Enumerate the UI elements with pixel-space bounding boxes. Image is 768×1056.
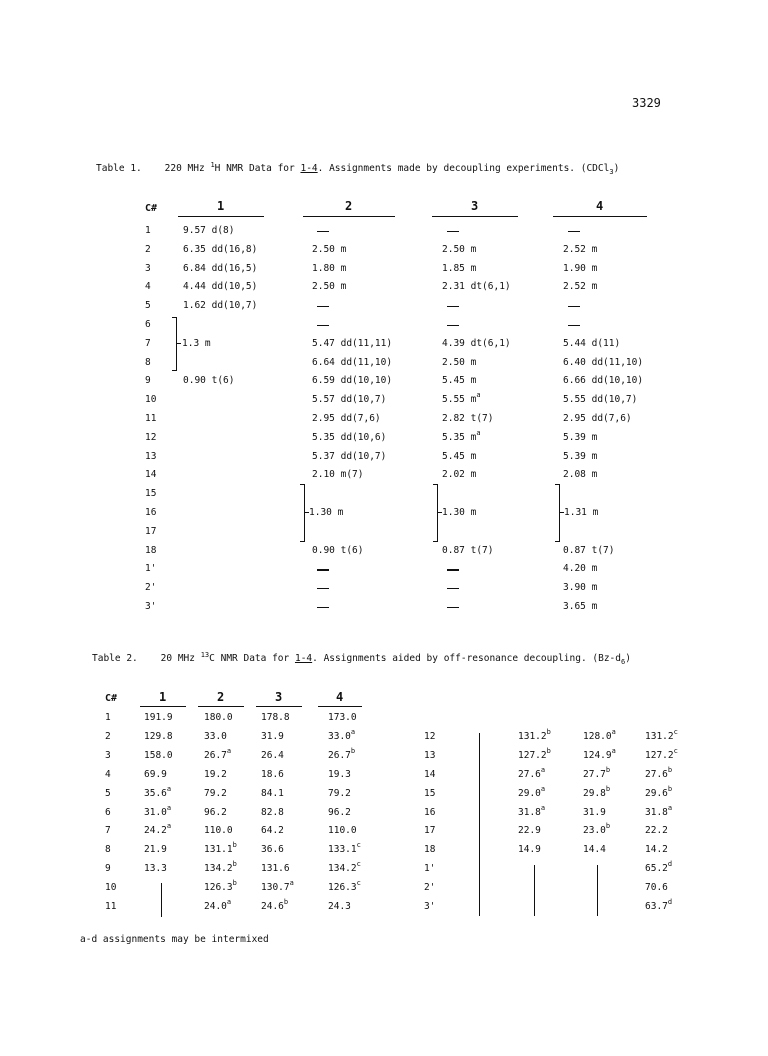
- table1-cell-bracket-col1: 1.3 m: [182, 337, 211, 349]
- table2-sup: d: [667, 860, 673, 869]
- table1-cell: 5.57 dd(10,7): [312, 394, 387, 406]
- table1-cell: 6.64 dd(11,10): [312, 356, 393, 368]
- table2-cell: 31.8$^a$: [518, 803, 546, 818]
- table1-row-label: 1: [145, 225, 151, 236]
- table2-cell: 18.6: [261, 768, 284, 780]
- table2-cell: 110.0: [204, 825, 233, 837]
- table1-cell: 2.95 dd(7,6): [312, 413, 381, 424]
- table2-row-label: 14: [424, 768, 436, 780]
- table2-row-label: 15: [424, 787, 436, 799]
- table1-header-rule-2: [303, 216, 395, 217]
- table2-cell: 36.6: [261, 844, 284, 856]
- table2-cell: 131.6: [261, 863, 290, 875]
- table2-cell: 64.2: [261, 825, 284, 837]
- table2-cell: 22.2: [645, 825, 668, 837]
- table2-sup: a: [611, 746, 616, 755]
- table2-cell: 130.7$^a$: [261, 879, 294, 894]
- table2-cell: 134.2$^b$: [204, 860, 237, 875]
- table2-cell: 22.9: [518, 825, 541, 837]
- table1-caption-freq: 220 MHz: [164, 163, 205, 175]
- table2-row-label: 9: [105, 863, 111, 875]
- table2-sup: a: [611, 727, 616, 736]
- table2-sup: b: [232, 860, 237, 869]
- table2-cell: 31.8$^a$: [645, 803, 673, 818]
- table1-cell-bracket-col3: 1.30 m: [442, 507, 477, 518]
- table1-row-label: 7: [145, 337, 151, 349]
- table2-cell: 129.8: [144, 730, 173, 742]
- table1-row-label: 17: [145, 525, 157, 537]
- table2-row-label: 18: [424, 844, 436, 856]
- table2-cell: 126.3$^b$: [204, 879, 237, 894]
- table1-cell: 2.08 m: [563, 469, 598, 481]
- table1-cell: 2.50 m: [442, 243, 477, 255]
- table2-sup: c: [356, 879, 361, 888]
- table2-row-label: 4: [105, 768, 111, 780]
- table2-header-rule-3: [256, 706, 302, 707]
- table1-cell: 6.59 dd(10,10): [312, 375, 393, 387]
- table1-cell: 4.44 dd(10,5): [183, 281, 258, 293]
- table2-header-col-2: 2: [217, 690, 225, 704]
- table2-header-c: C#: [105, 693, 118, 704]
- table1-header-col-1: 1: [217, 199, 225, 213]
- table2-cell: 131.2$^b$: [518, 727, 551, 742]
- footnote: a-d assignments may be intermixed: [80, 934, 269, 945]
- table2-cell: 27.6$^a$: [518, 765, 546, 780]
- table1-cell-bracket-col2: 1.30 m: [309, 507, 344, 518]
- table2-cell: 178.8: [261, 712, 290, 723]
- table1-header-rule-1: [178, 216, 264, 217]
- table2-sup: b: [605, 765, 611, 774]
- table2-header-rule-2: [198, 706, 244, 707]
- table2-cell: 65.2$^d$: [645, 860, 673, 875]
- table2-row-label: 12: [424, 730, 436, 742]
- table2-cell: 127.2$^b$: [518, 746, 551, 761]
- table1-cell: 5.55 $m^a$: [442, 391, 481, 406]
- table1-header-c: C#: [145, 203, 158, 214]
- table1-cell: 5.55 dd(10,7): [563, 394, 638, 406]
- table2-cell: 35.6$^a$: [144, 784, 172, 799]
- table2-cell: 14.4: [583, 844, 606, 856]
- table1-row-label: 6: [145, 319, 151, 330]
- table2-cell: 31.9: [583, 806, 606, 818]
- table1-dash: [317, 588, 329, 589]
- table1-row-label: 18: [145, 544, 157, 556]
- table1-row-label: 3': [145, 601, 157, 612]
- table1-cell: 5.39 m: [563, 450, 598, 462]
- table1-cell: 0.90 t(6): [183, 375, 235, 387]
- table2-cell: 173.0: [328, 712, 357, 723]
- table1-caption-compounds: 1-4: [300, 163, 318, 175]
- table2-sup: a: [540, 765, 546, 774]
- table2-sup: a: [226, 746, 232, 755]
- table2-sup: c: [673, 727, 678, 736]
- table2-cell: 84.1: [261, 787, 284, 799]
- table2-row-label: 10: [105, 882, 117, 894]
- table2-cell: 180.0: [204, 712, 233, 723]
- table1-caption-sup: 1: [210, 161, 215, 169]
- table2-cell: 96.2: [204, 806, 227, 818]
- table1-cell: 2.52 m: [563, 243, 598, 255]
- table2-cell: 14.9: [518, 844, 541, 856]
- table1-cell: 6.66 dd(10,10): [563, 375, 644, 387]
- table1-cell: 0.87 t(7): [563, 544, 615, 556]
- table1-cell: 2.82 t(7): [442, 413, 494, 424]
- table1-cell: 6.35 dd(16,8): [183, 243, 258, 255]
- table2-sup: b: [232, 841, 237, 850]
- table2-cell: 31.0$^a$: [144, 803, 172, 818]
- table1-cell: 0.87 t(7): [442, 544, 494, 556]
- table1-cell: 5.47 dd(11,11): [312, 337, 393, 349]
- table2-sup: a: [166, 784, 172, 793]
- table2-cell: 26.7$^b$: [328, 746, 356, 761]
- table1-dash: [317, 569, 329, 570]
- table2-row-label: 1': [424, 863, 436, 875]
- table2-row-label: 13: [424, 749, 436, 761]
- table2-cell: 29.8$^b$: [583, 784, 611, 799]
- table1-cell: 5.35 dd(10,6): [312, 431, 387, 443]
- table1-cell: 1.90 m: [563, 262, 598, 274]
- table2-cell: 24.6$^b$: [261, 898, 289, 912]
- table2-cell: 26.7$^a$: [204, 746, 232, 761]
- table1-row-label: 4: [145, 281, 151, 293]
- table2-row-label: 17: [424, 825, 436, 837]
- table2-caption-rest: . Assignments aided by off-resonance decoupling. (Bz-d: [312, 653, 621, 665]
- table1-cell: 3.90 m: [563, 582, 598, 594]
- table2-sup: a: [540, 803, 546, 812]
- table2-cell: 82.8: [261, 806, 284, 818]
- table1-cell: 0.90 t(6): [312, 544, 364, 556]
- table1-dash: [568, 325, 580, 326]
- table2-cell: 127.2$^c$: [645, 746, 678, 761]
- table2-caption-label: Table 2.: [92, 653, 138, 665]
- table1-bracket-col1-tip: [177, 343, 181, 344]
- table2-cell: 110.0: [328, 825, 357, 837]
- table1-row-label: 2: [145, 243, 151, 255]
- table2-cell: 131.1$^b$: [204, 841, 237, 856]
- table1-header-col-2: 2: [345, 199, 353, 213]
- table2-row-label: 3': [424, 901, 436, 912]
- table1-cell-bracket-col4: 1.31 m: [564, 507, 599, 518]
- table2-cell: 24.3: [328, 901, 351, 912]
- table2-cell: 24.0$^a$: [204, 898, 232, 912]
- table1-cell: 6.84 dd(16,5): [183, 262, 258, 274]
- table1-dash: [317, 607, 329, 608]
- table1-row-label: 13: [145, 450, 157, 462]
- table1-cell: 3.65 m: [563, 601, 598, 612]
- table2-caption-nucleus: C NMR Data for: [209, 653, 290, 665]
- table1-cell: 2.50 m: [312, 243, 347, 255]
- table2-header-col-4: 4: [336, 690, 344, 704]
- table1-cell: 2.95 dd(7,6): [563, 413, 632, 424]
- table1-dash: [447, 325, 459, 326]
- table2-caption: [92, 651, 631, 666]
- table2-cell: 23.0$^b$: [583, 822, 611, 837]
- table2-sup: d: [667, 898, 673, 906]
- table2-cell: 69.9: [144, 768, 167, 780]
- table2-cell: 63.7$^d$: [645, 898, 673, 912]
- table2-cell: 131.2$^c$: [645, 727, 678, 742]
- table2-caption-end: ): [625, 653, 631, 665]
- table1-dash: [447, 588, 459, 589]
- table2-caption-compounds: 1-4: [294, 653, 313, 665]
- table2-ditto-right-col2: [534, 865, 535, 916]
- table1-row-label: 16: [145, 507, 157, 518]
- table1-row-label: 5: [145, 300, 151, 312]
- table2-sup: b: [667, 765, 673, 774]
- table2-cell: 124.9$^a$: [583, 746, 616, 761]
- table1-cell: 2.02 m: [442, 469, 477, 481]
- table1-row-label: 12: [145, 431, 157, 443]
- table1-cell: 9.57 d(8): [183, 225, 235, 236]
- table1-dash: [447, 569, 459, 570]
- table1-row-label: 14: [145, 469, 157, 481]
- table2-row-label: 16: [424, 806, 436, 818]
- table2-cell: 79.2: [204, 787, 227, 799]
- table2-sup: a: [289, 879, 294, 888]
- table1-cell: 2.50 m: [442, 356, 477, 368]
- table2-cell: 33.0: [204, 730, 227, 742]
- table1-dash: [317, 306, 329, 307]
- table1-caption-nucleus: H NMR Data for: [214, 163, 295, 175]
- table1-dash: [568, 306, 580, 307]
- table1-caption-end: ): [613, 163, 620, 175]
- table2-sup: c: [356, 841, 361, 850]
- table2-cell: 31.9: [261, 730, 284, 742]
- table2-sup: b: [605, 784, 611, 793]
- table1-dash: [317, 325, 329, 326]
- table1-caption: [96, 161, 619, 176]
- table2-sup: a: [166, 822, 172, 831]
- table2-sup: b: [546, 746, 551, 755]
- table2-cell: 158.0: [144, 749, 173, 761]
- page-number: 3329: [632, 96, 661, 110]
- table1-caption-label: Table 1.: [96, 163, 142, 175]
- table2-sup: b: [605, 822, 611, 831]
- table1-cell: 5.37 dd(10,7): [312, 450, 387, 462]
- table1-row-label: 1': [145, 563, 157, 575]
- table1-cell: 1.85 m: [442, 262, 477, 274]
- table1-sup-a: a: [476, 391, 481, 400]
- table1-header-rule-4: [553, 216, 647, 217]
- table2-header-col-1: 1: [159, 690, 167, 704]
- table2-sup: a: [350, 727, 356, 736]
- table2-sup: a: [540, 784, 546, 793]
- table1-row-label: 11: [145, 413, 157, 424]
- table1-cell: 2.52 m: [563, 281, 598, 293]
- table2-cell: 24.2$^a$: [144, 822, 172, 837]
- table1-cell: 5.45 m: [442, 375, 477, 387]
- table1-cell: 4.39 dt(6,1): [442, 337, 511, 349]
- table2-cell: 33.0$^a$: [328, 727, 356, 742]
- table1-cell: 2.10 m(7): [312, 469, 364, 481]
- table2-row-label: 2: [105, 730, 111, 742]
- table2-ditto-col1: [161, 883, 162, 917]
- table2-row-label: 6: [105, 806, 111, 818]
- table2-ditto-right-col1: [479, 733, 480, 916]
- table2-cell: 128.0$^a$: [583, 727, 616, 742]
- table1-cell: 2.50 m: [312, 281, 347, 293]
- table2-row-label: 7: [105, 825, 111, 837]
- table2-header-col-3: 3: [275, 690, 283, 704]
- table2-row-label: 1: [105, 712, 111, 723]
- table2-cell: 79.2: [328, 787, 351, 799]
- table2-cell: 29.6$^b$: [645, 784, 673, 799]
- table2-sup: b: [232, 879, 237, 888]
- table2-cell: 13.3: [144, 863, 167, 875]
- table2-cell: 26.4: [261, 749, 284, 761]
- table2-sup: a: [226, 898, 232, 906]
- table2-cell: 19.3: [328, 768, 351, 780]
- table2-sup: c: [673, 746, 678, 755]
- table2-cell: 96.2: [328, 806, 351, 818]
- table1-cell: 5.44 d(11): [563, 337, 621, 349]
- table2-caption-sub: 6: [621, 658, 626, 667]
- table1-dash: [447, 231, 459, 232]
- table1-cell: 5.45 m: [442, 450, 477, 462]
- table1-row-label: 3: [145, 262, 151, 274]
- table2-sup: a: [166, 803, 172, 812]
- table1-row-label: 10: [145, 394, 157, 406]
- table2-sup: b: [546, 727, 551, 736]
- table1-sup-a: a: [476, 428, 481, 437]
- table1-dash: [447, 607, 459, 608]
- table2-cell: 70.6: [645, 882, 668, 894]
- table2-cell: 21.9: [144, 844, 167, 856]
- table1-dash: [447, 306, 459, 307]
- table2-sup: b: [667, 784, 673, 793]
- table1-row-label: 8: [145, 356, 151, 368]
- table1-dash: [317, 231, 329, 232]
- table1-cell: 6.40 dd(11,10): [563, 356, 644, 368]
- table2-cell: 134.2$^c$: [328, 860, 361, 875]
- table1-header-col-4: 4: [596, 199, 604, 213]
- table2-caption-sup: 13: [200, 651, 210, 659]
- table2-row-label: 2': [424, 882, 436, 894]
- table1-caption-sub: 3: [609, 168, 614, 177]
- table2-header-rule-1: [140, 706, 186, 707]
- table2-header-rule-4: [318, 706, 362, 707]
- table2-cell: 191.9: [144, 712, 173, 723]
- table2-sup: a: [667, 803, 673, 812]
- table2-row-label: 3: [105, 749, 111, 761]
- table2-row-label: 5: [105, 787, 111, 799]
- table1-dash: [568, 231, 580, 232]
- table2-row-label: 11: [105, 901, 117, 912]
- table2-cell: 126.3$^c$: [328, 879, 361, 894]
- table1-cell: 1.62 dd(10,7): [183, 300, 258, 312]
- table2-cell: 19.2: [204, 768, 227, 780]
- table2-caption-freq: 20 MHz: [160, 653, 195, 665]
- table1-header-col-3: 3: [471, 199, 479, 213]
- table1-cell: 5.35 $m^a$: [442, 428, 481, 443]
- table1-row-label: 2': [145, 582, 157, 594]
- table2-row-label: 8: [105, 844, 111, 856]
- table2-sup: c: [356, 860, 361, 869]
- table1-caption-rest: . Assignments made by decoupling experiments. (CDCl: [317, 163, 610, 175]
- table1-header-rule-3: [432, 216, 518, 217]
- table1-cell: 1.80 m: [312, 262, 347, 274]
- table1-cell: 2.31 dt(6,1): [442, 281, 511, 293]
- table2-sup: b: [350, 746, 356, 755]
- table2-cell: 133.1$^c$: [328, 841, 361, 856]
- table1-row-label: 15: [145, 488, 157, 500]
- table1-row-label: 9: [145, 375, 151, 387]
- table2-cell: 14.2: [645, 844, 668, 856]
- table1-cell: 5.39 m: [563, 431, 598, 443]
- table2-cell: 29.0$^a$: [518, 784, 546, 799]
- table2-ditto-right-col3: [597, 865, 598, 916]
- table2-cell: 27.7$^b$: [583, 765, 611, 780]
- table2-sup: b: [283, 898, 289, 906]
- table2-cell: 27.6$^b$: [645, 765, 673, 780]
- table1-cell: 4.20 m: [563, 563, 598, 575]
